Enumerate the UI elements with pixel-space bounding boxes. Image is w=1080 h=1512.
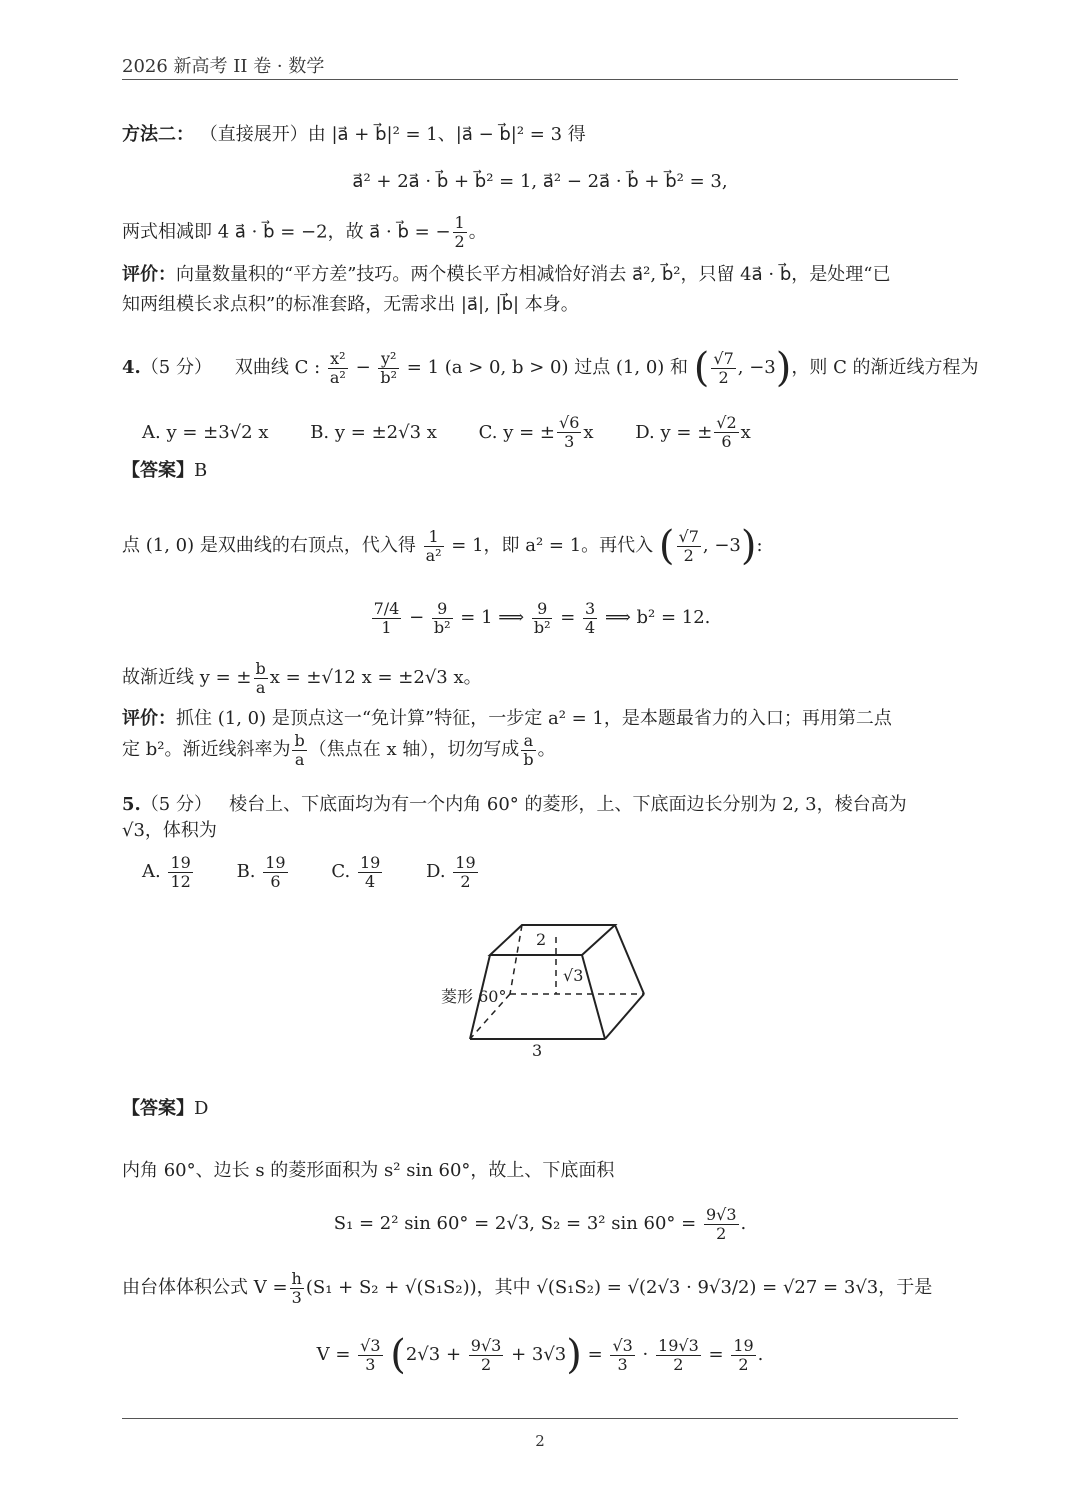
sol-text: 点 (1, 0) 是双曲线的右顶点，代入得	[122, 535, 416, 556]
asym-frac	[254, 660, 268, 697]
answer-label: 【答案】	[122, 1098, 194, 1119]
paren-open: (	[693, 345, 710, 391]
eq-frac-1	[372, 600, 402, 637]
q5-answer	[122, 1096, 208, 1122]
frac-den: 1	[381, 617, 392, 637]
frac-den: b²	[433, 617, 451, 637]
frac-num: 9	[432, 600, 453, 619]
frac-num: y²	[378, 350, 399, 369]
frac-num: a	[521, 732, 535, 751]
top-face	[490, 925, 615, 955]
q4-option-a: A. y = ±3√2 x	[142, 421, 269, 443]
frac-den: 3	[617, 1354, 628, 1374]
frac-den: 2	[460, 871, 471, 891]
method2-label: 方法二：	[122, 124, 194, 145]
frac-num: 19√3	[658, 1335, 699, 1355]
frac-den: b²	[533, 617, 551, 637]
method2-intro-text: （直接展开）由 |a⃗ + b⃗|² = 1、|a⃗ − b⃗|² = 3 得	[199, 124, 586, 145]
final-frac-4	[656, 1337, 701, 1374]
fig-bottom-label: 3	[532, 1041, 543, 1060]
final-end: .	[757, 1344, 764, 1365]
q5-options	[142, 852, 516, 892]
frac-den: 6	[270, 871, 281, 891]
q4-point-frac	[711, 350, 735, 387]
area-end: .	[740, 1213, 747, 1234]
q4-number: 4.	[122, 357, 141, 378]
q4-comment	[122, 706, 892, 732]
frac-num: √7	[678, 526, 699, 546]
q4-frac-y	[378, 350, 399, 387]
final-frac-5	[731, 1337, 755, 1374]
final-frac-1	[358, 1337, 382, 1374]
eq-minus: −	[409, 607, 425, 628]
q4-stem-a: 双曲线 C :	[234, 357, 321, 378]
bottom-right-edge	[605, 994, 644, 1039]
page-number: 2	[535, 1432, 545, 1450]
frac-num: √3	[612, 1335, 633, 1355]
frac-num: √3	[360, 1335, 381, 1355]
opt-frac	[557, 414, 581, 451]
opt-letter: D.	[426, 861, 446, 882]
frac-den: a	[255, 677, 266, 697]
opt-frac	[358, 854, 382, 891]
opt-frac	[168, 854, 192, 891]
answer-value: D	[194, 1098, 209, 1119]
opt-pre: C. y = ±	[478, 421, 555, 443]
frac-num: b	[255, 658, 266, 678]
frac-num: √2	[716, 413, 737, 432]
frac-den: 3	[564, 432, 575, 451]
comment-text: 抓住 (1, 0) 是顶点这一“免计算”特征，一步定 a² = 1，是本题最省力的入口；再用第二点	[176, 708, 892, 729]
opt-x: x	[740, 421, 751, 443]
eq-frac-3	[532, 600, 553, 637]
method2-comment	[122, 262, 890, 288]
q4-solution-1	[122, 524, 763, 568]
frac-num: 19	[733, 1335, 754, 1355]
subtract-end: 。	[468, 221, 487, 243]
frac-num: 19	[455, 852, 476, 872]
q5-solution-1: 内角 60°、边长 s 的菱形面积为 s² sin 60°，故上、下底面积	[122, 1160, 615, 1181]
comment-label: 评价：	[122, 264, 176, 285]
method2-subtract	[122, 214, 487, 251]
paren-open: (	[658, 523, 675, 569]
comment-2a: 定 b²。渐近线斜率为	[122, 739, 291, 760]
q4-answer	[122, 458, 207, 484]
frac-den: b	[523, 749, 534, 769]
sol-colon: :	[756, 535, 763, 556]
final-dot: ·	[642, 1344, 649, 1365]
fig-top-label: 2	[536, 930, 547, 949]
frac-num: x²	[328, 350, 348, 369]
point-tail: , −3	[702, 535, 741, 556]
slope-frac	[292, 732, 306, 769]
frac-den: 12	[170, 871, 191, 891]
frac-den: 2	[673, 1354, 684, 1374]
method2-intro	[122, 122, 586, 148]
opt-letter: B.	[236, 861, 256, 882]
opt-letter: A.	[142, 861, 161, 882]
sol-frac	[424, 528, 444, 565]
frac-num: √7	[713, 348, 734, 368]
q4-option-b: B. y = ±2√3 x	[310, 421, 437, 443]
right-edge	[615, 925, 644, 994]
frac-num: 1	[454, 213, 465, 232]
eq-mid: = 1 ⟹	[460, 607, 525, 628]
opt-x: x	[583, 421, 594, 443]
q4-comment-2	[122, 730, 556, 770]
frac-num: 19	[265, 852, 286, 872]
point-frac	[677, 528, 701, 565]
q4-options	[142, 414, 787, 451]
final-frac-2	[469, 1337, 504, 1374]
comment-2b: （焦点在 x 轴），切勿写成	[308, 739, 520, 760]
subtract-text: 两式相减即 4 a⃗ · b⃗ = −2，故 a⃗ · b⃗ = −	[122, 221, 451, 243]
q4-asymptote	[122, 658, 482, 698]
frac-den: 2	[454, 232, 465, 251]
q4-stem-b: = 1 (a > 0, b > 0) 过点 (1, 0) 和	[406, 357, 689, 378]
sol-text-b: = 1，即 a² = 1。再代入	[451, 535, 654, 556]
q4-equation	[122, 596, 958, 640]
paren-close: )	[566, 1332, 582, 1378]
frac-num: 1	[424, 528, 444, 547]
fig-angle-label: 菱形 60°	[441, 987, 507, 1006]
vol-frac	[290, 1270, 304, 1307]
asym-text: 故渐近线 y = ±	[122, 667, 252, 688]
eq-frac-4	[583, 600, 597, 637]
opt-frac	[453, 854, 477, 891]
frac-den: 4	[585, 617, 596, 637]
frac-den: 6	[721, 432, 732, 451]
q5-volume-formula	[122, 1268, 932, 1308]
final-c: + 3√3	[511, 1344, 567, 1365]
page-header: 2026 新高考 II 卷 · 数学	[122, 56, 325, 77]
final-frac-3	[610, 1337, 634, 1374]
q4-frac-x	[328, 350, 348, 387]
final-eq2: =	[708, 1344, 724, 1365]
answer-value: B	[194, 460, 208, 481]
q5-stem-1: 棱台上、下底面均为有一个内角 60° 的菱形，上、下底面边长分别为 2, 3，棱台高为	[229, 794, 907, 815]
fig-height-label: √3	[563, 966, 584, 985]
method2-equations: a⃗² + 2a⃗ · b⃗ + b⃗² = 1, a⃗² − 2a⃗ · b⃗ + b⃗² = 3,	[352, 171, 728, 192]
q5-stem-2: √3，体积为	[122, 820, 217, 841]
q5-stem	[122, 792, 907, 818]
frac-den: a	[294, 749, 305, 769]
paren-close: )	[775, 345, 792, 391]
eq-end: ⟹ b² = 12.	[604, 607, 711, 628]
opt-pre: D. y = ±	[635, 421, 713, 443]
opt-frac	[263, 854, 287, 891]
q5-areas	[122, 1202, 958, 1246]
final-b: 2√3 +	[405, 1344, 462, 1365]
footer-rule	[122, 1418, 958, 1419]
frac-num: 9√3	[705, 1204, 737, 1224]
asym-text-b: x = ±√12 x = ±2√3 x。	[269, 667, 482, 688]
vol-text-b: (S₁ + S₂ + √(S₁S₂))，其中 √(S₁S₂) = √(2√3 · 9√3/2) = √27 = 3√3，于是	[305, 1277, 933, 1298]
area-frac	[704, 1206, 739, 1243]
frac-num: 3	[585, 598, 596, 618]
q4-stem	[122, 345, 979, 391]
frac-den: 3	[365, 1354, 376, 1374]
frac-num: √6	[559, 413, 580, 432]
frac-den: b²	[380, 367, 398, 387]
frac-den: a²	[329, 367, 346, 387]
frac-num: 9	[532, 600, 553, 619]
q5-option-a	[142, 852, 195, 891]
q5-score: （5 分）	[140, 794, 212, 815]
frac-den: 2	[480, 1354, 492, 1374]
paren-open: (	[390, 1332, 406, 1378]
q5-option-b	[236, 852, 290, 891]
frac-den: 2	[683, 545, 694, 565]
frac-den: a²	[425, 545, 442, 565]
comment-text: 向量数量积的“平方差”技巧。两个模长平方相减恰好消去 a⃗², b⃗²，只留 4a⃗ · b⃗，是处理“已	[176, 264, 891, 285]
q5-option-d	[426, 852, 480, 891]
q4-option-c	[478, 413, 594, 451]
comment-label: 评价：	[122, 708, 176, 729]
q4-option-d	[635, 413, 751, 451]
opt-letter: C.	[331, 861, 351, 882]
eq-frac-2	[432, 600, 453, 637]
final-v: V =	[316, 1344, 351, 1365]
q4-score: （5 分）	[140, 357, 212, 378]
minus: −	[355, 357, 371, 378]
frac-den: 2	[738, 1354, 749, 1374]
frac-num: b	[294, 730, 305, 750]
eq-equals: =	[560, 607, 576, 628]
paren-close: )	[740, 523, 757, 569]
q5-option-c	[331, 852, 384, 891]
opt-frac	[714, 414, 738, 451]
final-eq: =	[587, 1344, 603, 1365]
frac-num: 7/4	[373, 598, 400, 618]
half-fraction	[453, 214, 467, 251]
q4-stem-c: ，则 C 的渐近线方程为	[791, 357, 979, 378]
frac-den: 2	[716, 1223, 727, 1243]
front-edge	[582, 955, 605, 1039]
method2-comment-2: 知两组模长求点积”的标准套路，无需求出 |a⃗|, |b⃗| 本身。	[122, 294, 579, 315]
comment-2c: 。	[537, 739, 556, 760]
frac-den: 2	[718, 367, 729, 387]
frac-num: 9√3	[470, 1335, 502, 1355]
point-tail: , −3	[737, 357, 776, 378]
frac-num: 19	[170, 852, 191, 872]
header-rule	[122, 79, 958, 80]
frac-den: 4	[365, 871, 376, 891]
answer-label: 【答案】	[122, 460, 194, 481]
q5-final	[122, 1330, 958, 1380]
frac-num: 19	[359, 852, 381, 872]
vol-text: 由台体体积公式 V =	[122, 1277, 288, 1298]
area-text: S₁ = 2² sin 60° = 2√3, S₂ = 3² sin 60° =	[333, 1213, 697, 1234]
wrong-slope-frac	[521, 732, 535, 769]
frac-num: h	[291, 1268, 302, 1288]
frac-den: 3	[291, 1287, 302, 1307]
q5-number: 5.	[122, 794, 141, 815]
